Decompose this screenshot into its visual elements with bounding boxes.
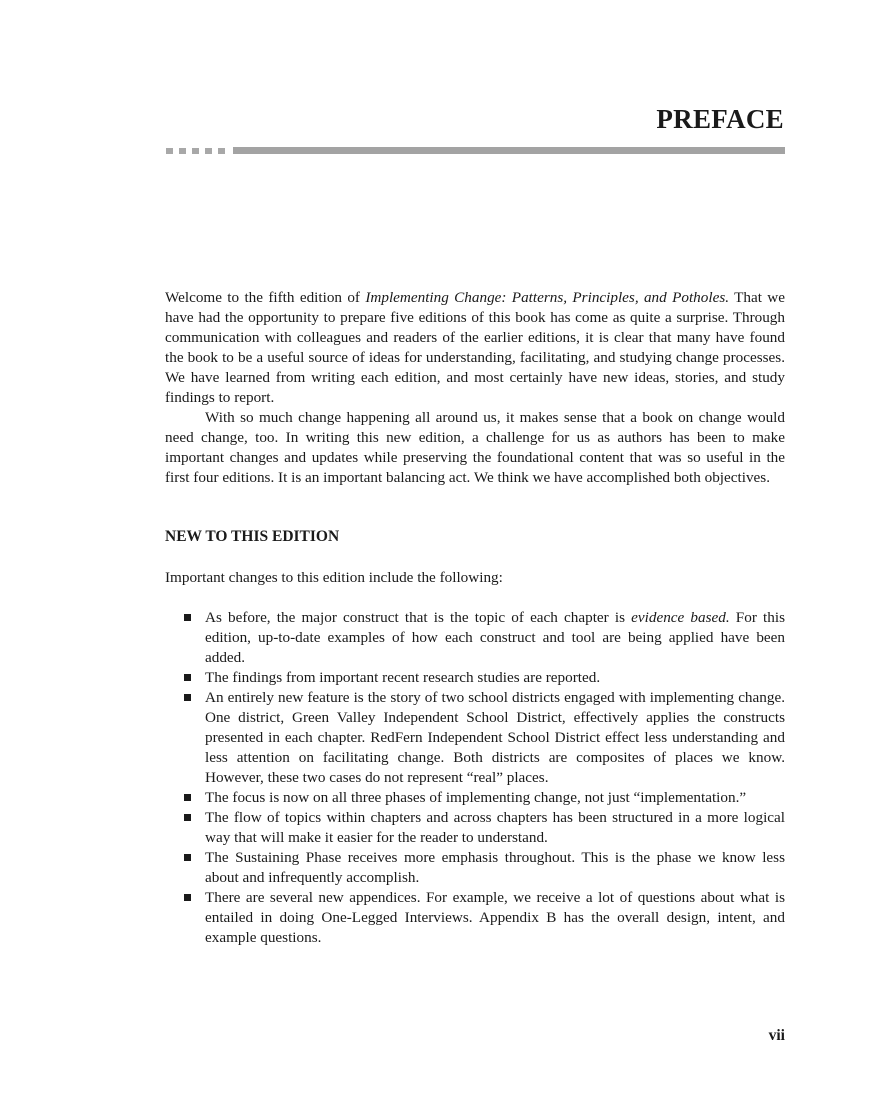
list-item: There are several new appendices. For example, we receive a lot of questions about what is entailed in doing One-Legged Interviews. Appendix B has the overall design, intent, and example questions. (165, 888, 785, 948)
square-bullet-icon (184, 894, 191, 901)
rule-dot (166, 148, 173, 154)
page-title: PREFACE (656, 104, 784, 134)
book-title: Implementing Change: Patterns, Principles, and Potholes. (365, 289, 730, 306)
square-bullet-icon (184, 854, 191, 861)
rule-dot (192, 148, 199, 154)
page-number: vii (768, 1027, 785, 1044)
list-item: The Sustaining Phase receives more emphasis throughout. This is the phase we know less about and infrequently accomplish. (165, 848, 785, 888)
rule-dot (205, 148, 212, 154)
square-bullet-icon (184, 694, 191, 701)
intro-paragraph-1: Welcome to the fifth edition of Implementing Change: Patterns, Principles, and Potholes. That we have had the opportunity to prepare five editions of this book has come as quite a surprise. Through communication with colleagues and readers of the earlier editions, it is clear that many have found the book to be a useful source of ideas for understanding, facilitating, and studying change processes. We have learned from writing each edition, and most certainly have new ideas, stories, and study findings to report. (165, 289, 785, 406)
square-bullet-icon (184, 814, 191, 821)
list-item: The focus is now on all three phases of implementing change, not just “implementation.” (165, 788, 785, 808)
changes-list (165, 608, 785, 948)
list-item: As before, the major construct that is the topic of each chapter is evidence based. For this edition, up-to-date examples of how each construct and tool are being applied have been added. (165, 608, 785, 668)
section-lead: Important changes to this edition include the following: (165, 569, 503, 586)
preface-body (165, 288, 785, 948)
rule-dot (179, 148, 186, 154)
list-item: The findings from important recent research studies are reported. (165, 668, 785, 688)
title-rule (166, 147, 785, 154)
square-bullet-icon (184, 674, 191, 681)
list-item: The flow of topics within chapters and across chapters has been structured in a more logical way that will make it easier for the reader to understand. (165, 808, 785, 848)
list-item: An entirely new feature is the story of two school districts engaged with implementing change. One district, Green Valley Independent School District, effectively applies the constructs presented in each chapter. RedFern Independent School District effect less understanding and less attention on facilitating change. Both districts are composites of places we know. However, these two cases do not represent “real” places. (165, 688, 785, 788)
section-heading: NEW TO THIS EDITION (165, 528, 340, 545)
intro-paragraph-2: With so much change happening all around us, it makes sense that a book on change would need change, too. In writing this new edition, a challenge for us as authors has been to make important changes and updates while preserving the foundational content that was so useful in the first four editions. It is an important balancing act. We think we have accomplished both objectives. (165, 409, 785, 486)
square-bullet-icon (184, 794, 191, 801)
square-bullet-icon (184, 614, 191, 621)
rule-dot (218, 148, 225, 154)
rule-bar (233, 147, 785, 154)
